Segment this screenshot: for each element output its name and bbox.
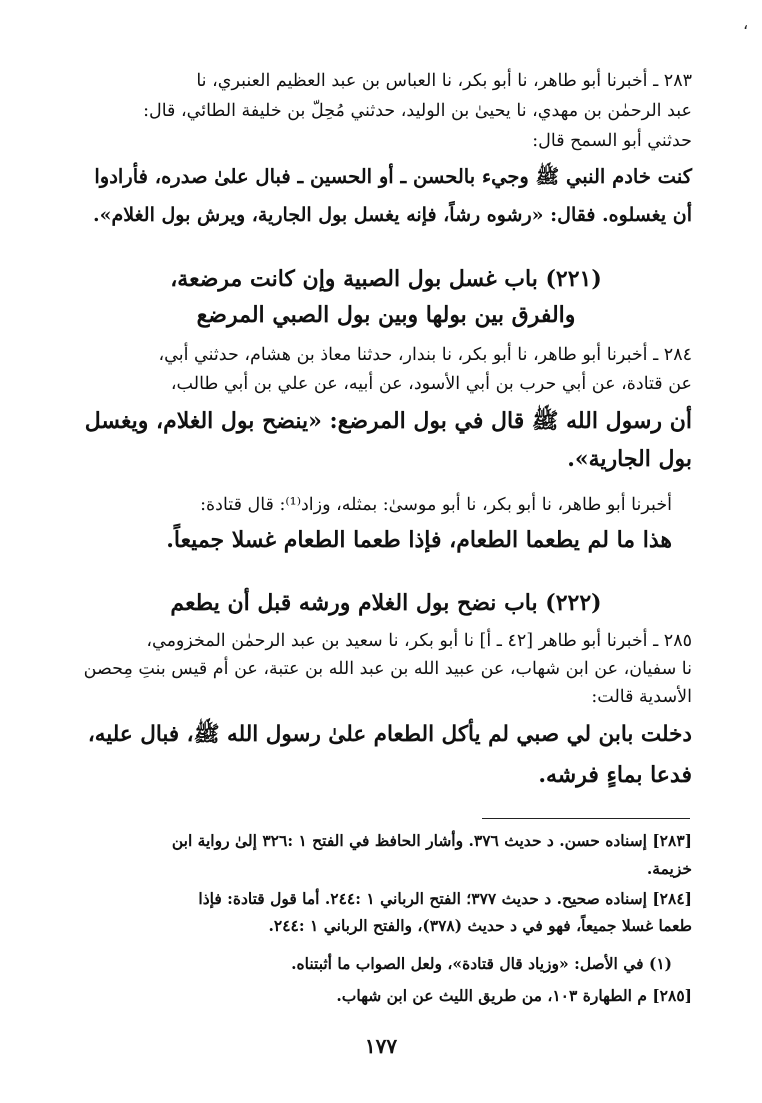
chapter-heading-221-line1: (٢٢١) باب غسل بول الصبية وإن كانت مرضعة، (170, 266, 602, 292)
isnad-line: نا سفيان، عن ابن شهاب، عن عبيد الله بن عبد الله بن عتبة، عن أم قيس بنتِ مِحصن (83, 659, 692, 679)
matn-line: دخلت بابن لي صبي لم يأكل الطعام علىٰ رسول الله ﷺ، فبال عليه، (87, 722, 692, 747)
matn-line: أن يغسلوه. فقال: «رشوه رشاً، فإنه يغسل بول الجارية، ويرش بول الغلام». (93, 204, 692, 226)
isnad-line: ٢٨٤ ـ أخبرنا أبو طاهر، نا أبو بكر، نا بندار، حدثنا معاذ بن هشام، حدثني أبي، (158, 345, 692, 365)
page-number: ١٧٧ (364, 1034, 398, 1058)
isnad-line: الأسدية قالت: (591, 687, 692, 707)
chapter-heading-222: (٢٢٢) باب نضح بول الغلام ورشه قبل أن يطعم (170, 590, 602, 616)
matn-line: فدعا بماءٍ فرشه. (538, 762, 692, 788)
footnote-283: [٢٨٣] إسناده حسن. د حديث ٣٧٦. وأشار الحافظ في الفتح ١ :٣٢٦ إلىٰ رواية ابن (171, 831, 692, 850)
hadith-284 (80, 342, 692, 567)
matn-line-2: هذا ما لم يطعما الطعام، فإذا طعما الطعام غسلا جميعاً. (166, 527, 672, 553)
hadith-283 (80, 68, 692, 248)
matn-line: بول الجارية». (567, 446, 692, 472)
footnote-283-cont: خزيمة. (646, 859, 692, 878)
corner-mark: ، (743, 14, 749, 33)
matn-line: كنت خادم النبي ﷺ وجيء بالحسن ـ أو الحسين ـ فبال علىٰ صدره، فأرادوا (94, 165, 692, 188)
isnad-line: عبد الرحمٰن بن مهدي، نا يحيىٰ بن الوليد، حدثني مُحِلّ بن خليفة الطائي، قال: (143, 101, 692, 121)
isnad-line: حدثني أبو السمح قال: (532, 131, 692, 151)
isnad-line: ٢٨٥ ـ أخبرنا أبو طاهر [٤٢ ـ أ] نا أبو بكر، نا سعيد بن عبد الرحمٰن المخزومي، (146, 631, 692, 651)
isnad-line-2: أخبرنا أبو طاهر، نا أبو بكر، نا أبو موسىٰ: بمثله، وزاد⁽¹⁾: قال قتادة: (200, 495, 672, 515)
isnad-line: عن قتادة، عن أبي حرب بن أبي الأسود، عن أبيه، عن علي بن أبي طالب، (170, 374, 692, 394)
matn-line: أن رسول الله ﷺ قال في بول المرضع: «ينضح بول الغلام، ويغسل (84, 408, 692, 434)
chapter-heading-221-line2: والفرق بين بولها وبين بول الصبي المرضع (196, 302, 576, 328)
hadith-285 (80, 628, 692, 808)
isnad-line: ٢٨٣ ـ أخبرنا أبو طاهر، نا أبو بكر، نا العباس بن عبد العظيم العنبري، نا (196, 71, 692, 91)
footnote-note-1: (١) في الأصل: «وزياد قال قتادة»، ولعل الصواب ما أثبتناه. (291, 954, 672, 973)
footnote-284-cont: طعما غسلا جميعاً، فهو في د حديث (٣٧٨)، والفتح الرباني ١ :٢٤٤. (268, 916, 692, 935)
footnote-284: [٢٨٤] إسناده صحيح. د حديث ٣٧٧؛ الفتح الرباني ١ :٢٤٤. أما قول قتادة: فإذا (198, 889, 692, 908)
footnote-285: [٢٨٥] م الطهارة ١٠٣، من طريق الليث عن ابن شهاب. (336, 986, 692, 1005)
footnote-separator (482, 818, 690, 819)
